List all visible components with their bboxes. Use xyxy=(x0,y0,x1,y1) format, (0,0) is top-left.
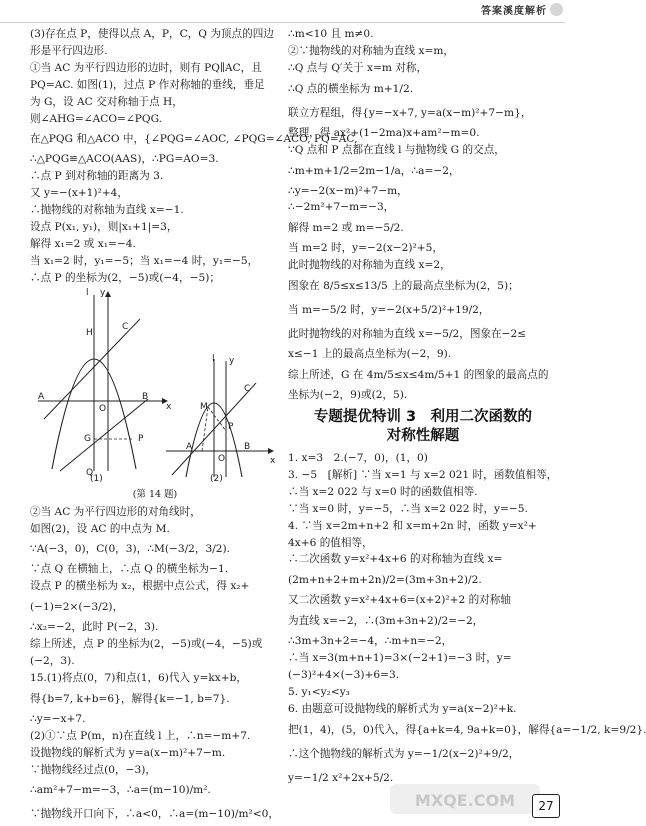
text-line: 得{b=7, k+b=6}，解得{k=−1, b=7}. xyxy=(30,692,230,705)
fig1-label-p: P xyxy=(138,433,144,444)
question-15: 15.(1)将点(0，7)和点(1，6)代入 y=kx+b， xyxy=(30,671,247,684)
text-line: ∴3m+3n+2=−4，∴m+n=−2， xyxy=(288,635,453,648)
fig2-label-x: x xyxy=(270,455,276,466)
fig2-label-l: l xyxy=(212,353,215,364)
fig1-label-o: O xyxy=(99,403,107,414)
text-line: ∴x₂=−2，此时 P(−2，3). xyxy=(30,621,159,634)
text-line: 如图(2)，设 AC 的中点为 M. xyxy=(30,522,170,535)
answer-6: 6. 由题意可设抛物线的解析式为 y=a(x−2)²+k. xyxy=(288,702,517,715)
text-line: ∴点 P 的坐标为(2，−5)或(−4，−5)； xyxy=(30,271,220,284)
text-line: ∵Q 点和 P 点都在直线 l 与抛物线 G 的交点， xyxy=(288,143,505,156)
text-line: ∵当 x=0 时，y=−5，∴当 x=2 022 时，y=−5. xyxy=(288,502,528,515)
text-line: 整理，得 ax²+(1−2ma)x+am²−m=0. xyxy=(288,126,480,139)
figure-caption: (第 14 题) xyxy=(132,488,178,500)
header-brand: 答案溪度解析 xyxy=(481,6,547,17)
text-line: ∴am²+7−m=−3，∴a=(m−10)/m². xyxy=(30,784,211,797)
text-line: 当 x₁=2 时，y₁=−5；当 x₁=−4 时，y₁=−5， xyxy=(30,254,259,267)
text-line: ∴Q 点与 Q′关于 x=m 对称， xyxy=(288,61,428,74)
text-line: 综上所述，G 在 4m/5≤x≤4m/5+1 的图象的最高点的 xyxy=(288,369,549,382)
text-line: ∴二次函数 y=x²+4x+6 的对称轴为直线 x= xyxy=(288,553,503,566)
fig1-label-q: Q xyxy=(86,467,94,478)
fig1-label-x: x xyxy=(166,401,172,412)
text-line: (2m+n+2+m+2n)/2=(3m+3n+2)/2. xyxy=(288,574,482,587)
text-line: (−3)²+4×(−3)+6=3. xyxy=(288,669,400,682)
text-line: 为直线 x=−2，∴(3m+3n+2)/2=−2， xyxy=(288,615,484,628)
fig-caption-1: (1) xyxy=(90,473,103,484)
text-line: 又 y=−(x+1)²+4， xyxy=(30,187,129,200)
text-line: ∴抛物线的对称轴为直线 x=−1. xyxy=(30,204,184,217)
text-line: 联立方程组，得{y=−x+7, y=a(x−m)²+7−m}， xyxy=(288,106,532,119)
text-line: ②∵抛物线的对称轴为直线 x=m， xyxy=(288,44,454,57)
text-line: ∴当 x=3(m+n+1)=3×(−2+1)=−3 时，y= xyxy=(288,652,512,665)
fig1-label-b: B xyxy=(142,391,149,402)
text-line: ①当 AC 为平行四边形的边时，则有 PQ∥AC，且 xyxy=(30,61,262,74)
text-line: 解得 x₁=2 或 x₁=−4. xyxy=(30,237,136,250)
figure-14 xyxy=(30,289,280,485)
figure-graphs xyxy=(30,289,280,485)
text-line: PQ=AC. 如图(1)，过点 P 作对称轴的垂线，垂足 xyxy=(30,78,265,91)
text-line: 4x+6 的值相等， xyxy=(288,536,373,549)
answer-3: 3. −5 [解析] ∵当 x=1 与 x=2 021 时，函数值相等， xyxy=(288,468,558,481)
section-title-line-1: 专题提优特训 3 利用二次函数的 xyxy=(313,408,533,425)
fig1-label-l: l xyxy=(86,287,89,298)
fig2-label-p: P xyxy=(228,421,234,432)
answer-1-2: 1. x=3 2.(−7，0)，(1，0) xyxy=(288,451,428,464)
text-line: ∴m+m+1/2=2m−1/a，∴a=−2， xyxy=(288,164,460,177)
text-line: 当 m=−5/2 时，y=−2(x+5/2)²+19/2， xyxy=(288,304,490,317)
text-line: ∴当 x=2 022 与 x=0 时的函数值相等. xyxy=(288,485,478,498)
section-title xyxy=(288,408,558,446)
text-line: 又二次函数 y=x²+4x+6=(x+2)²+2 的对称轴 xyxy=(288,594,511,607)
text-line: 坐标为(−2，9)或(2，5). xyxy=(288,389,408,402)
text-line: ∴这个抛物线的解析式为 y=−1/2(x−2)²+9/2， xyxy=(288,747,520,760)
text-line: 解得 m=2 或 m=−5/2. xyxy=(288,222,404,235)
fig1-y-arrow-icon xyxy=(105,291,111,297)
fig2-label-m: M xyxy=(200,401,208,412)
text-line: ∵抛物线开口向下，∴a<0，∴a=(m−10)/m²<0， xyxy=(30,808,279,821)
text-line: 当 m=2 时，y=−2(x−2)²+5， xyxy=(288,242,443,255)
text-line: 把(1，4)，(5，0)代入，得{a+k=4, 9a+k=0}，解得{a=−1/2, k=9/2}. xyxy=(288,723,646,736)
text-line: ②当 AC 为平行四边形的对角线时， xyxy=(30,505,201,518)
fig1-label-c: C xyxy=(122,321,129,332)
text-line: ∵A(−3，0)，C(0，3)，∴M(−3/2，3/2). xyxy=(30,543,231,556)
text-line: 此时抛物线的对称轴为直线 x=−5/2，图象在−2≤ xyxy=(288,328,527,341)
text-line: 设点 P 的横坐标为 x₂，根据中点公式，得 x₂+ xyxy=(30,580,250,593)
text-line: y=−1/2 x²+2x+5/2. xyxy=(288,771,394,784)
text-line: x≤−1 上的最高点坐标为(−2，9). xyxy=(288,348,452,361)
text-line: 形是平行四边形. xyxy=(30,44,108,57)
text-line: 此时抛物线的对称轴为直线 x=2， xyxy=(288,259,451,272)
right-column xyxy=(288,26,646,806)
answer-4: 4. ∵当 x=2m+n+2 和 x=m+2n 时，函数 y=x²+ xyxy=(288,519,537,532)
fig1-label-y: y xyxy=(100,287,106,298)
text-line: ∴Q 点的横坐标为 m+1/2. xyxy=(288,82,414,95)
text-line: ∴△PQG≌△ACO(AAS)，∴PG=AO=3. xyxy=(30,153,219,166)
fig1-label-g: G xyxy=(84,433,91,444)
text-line: 则∠AHG=∠ACO=∠PQG. xyxy=(30,112,163,125)
fig1-label-a: A xyxy=(38,391,45,402)
answer-5: 5. y₁<y₂<y₃ xyxy=(288,685,350,698)
fig2-label-b: B xyxy=(244,441,251,452)
brand-logo-icon xyxy=(550,3,563,16)
watermark-logo xyxy=(390,778,550,818)
svg-text:MXQE.COM: MXQE.COM xyxy=(414,791,516,810)
fig2-label-o: O xyxy=(218,453,226,464)
text-line: (−1)=2×(−3/2)， xyxy=(30,601,124,614)
fig2-label-y: y xyxy=(229,355,235,366)
text-line: ∴m<10 且 m≠0. xyxy=(288,28,374,40)
text-line: 在△PQG 和△ACO 中，{∠PQG=∠AOC, ∠PQG=∠ACO, PQ=AC, xyxy=(30,133,358,146)
text-line: (−2，3). xyxy=(30,655,75,668)
fig1-label-h: H xyxy=(86,327,93,338)
section-title-line-2: 对称性解题 xyxy=(386,427,460,444)
page-number: 27 xyxy=(532,794,560,818)
page-header xyxy=(0,0,565,23)
text-line: ∴点 P 到对称轴的距离为 3. xyxy=(30,170,164,183)
text-line: 图象在 8/5≤x≤13/5 上的最高点坐标为(2，5)； xyxy=(288,280,519,293)
text-line: 为 G，设 AC 交对称轴于点 H， xyxy=(30,95,183,108)
fig2-label-a: A xyxy=(186,441,193,452)
text-line: 设抛物线的解析式为 y=a(x−m)²+7−m. xyxy=(30,746,226,759)
fig-caption-2: (2) xyxy=(210,473,223,484)
text-line: ∵点 Q 在横轴上，∴点 Q 的横坐标为−1. xyxy=(30,563,229,576)
text-line: ∴y=−x+7. xyxy=(30,712,86,725)
text-line: 综上所述，点 P 的坐标为(2，−5)或(−4，−5)或 xyxy=(30,638,263,651)
fig2-label-c: C xyxy=(244,383,251,394)
text-line: ∵抛物线经过点(0，−3)， xyxy=(30,763,156,776)
text-line: (3)存在点 P，使得以点 A，P，C，Q 为顶点的四边 xyxy=(30,28,274,40)
text-line: ∴y=−2(x−m)²+7−m， xyxy=(288,184,408,197)
text-line: 设点 P(x₁, y₁)，则|x₁+1|=3， xyxy=(30,221,178,234)
text-line: (2)①∵点 P(m，n)在直线 l 上，∴n=−m+7. xyxy=(30,729,251,742)
text-line: ∴−2m²+7−m=−3， xyxy=(288,201,395,214)
